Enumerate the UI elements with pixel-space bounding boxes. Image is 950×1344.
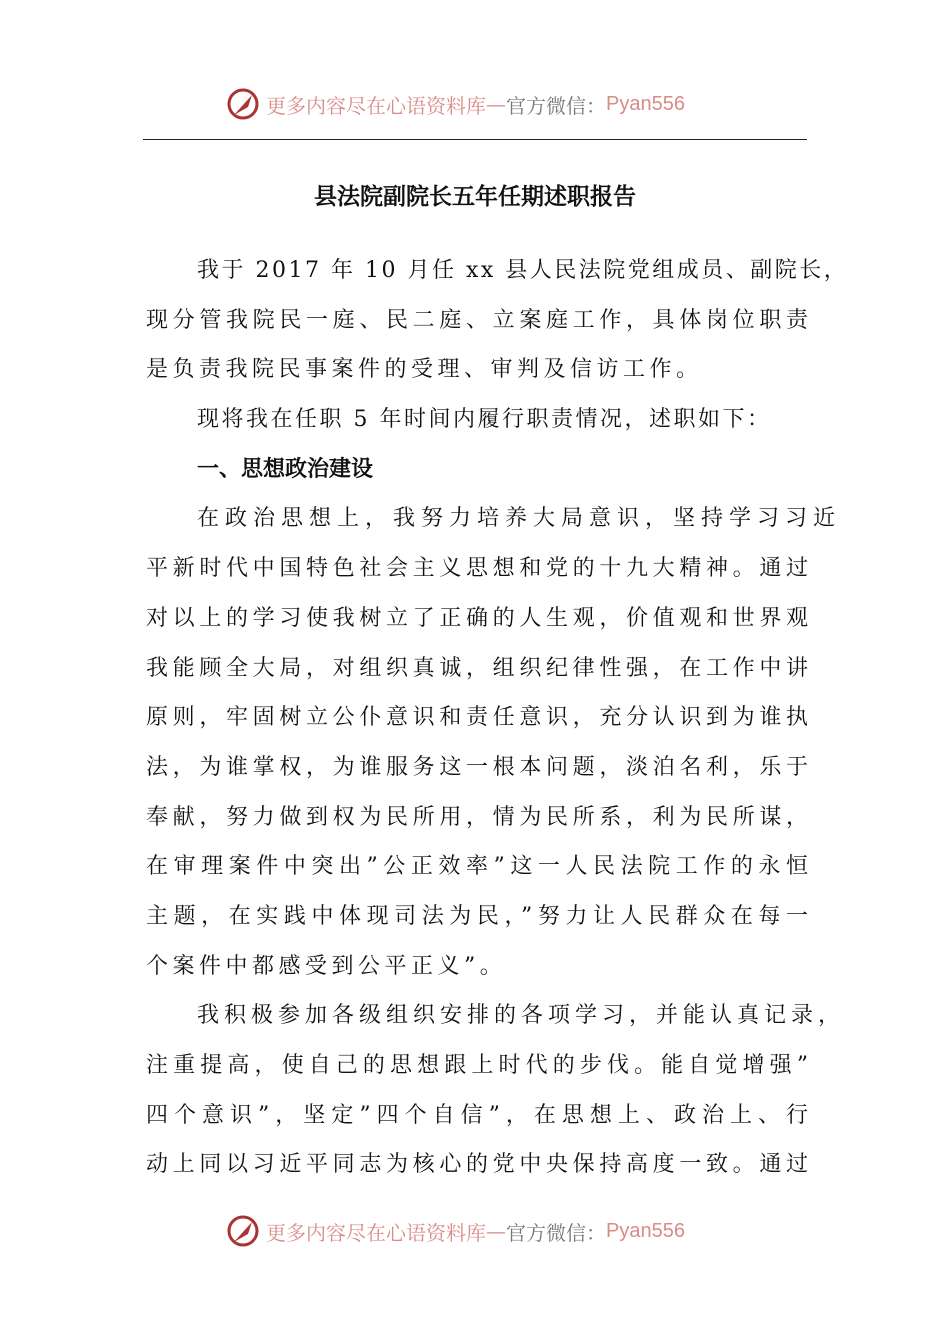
wechat-id: Pyan556	[606, 1219, 685, 1242]
header-divider	[143, 139, 807, 140]
banner-text: 更多内容尽在心语资料库	[266, 93, 486, 118]
paragraph-line: 我于 2017 年 10 月任 xx 县人民法院党组成员、副院长，	[197, 258, 849, 283]
paragraph-line: 原则，牢固树立公仆意识和责任意识，充分认识到为谁执	[146, 705, 808, 731]
paragraph-line: 四个意识”，坚定”四个自信”，在思想上、政治上、行	[146, 1102, 808, 1128]
paragraph-line: 我积极参加各级组织安排的各项学习，并能认真记录，	[197, 1003, 846, 1029]
wechat-label: 官方微信：	[506, 93, 606, 118]
section-heading: 一、思想政治建设	[197, 456, 374, 482]
pen-logo-icon	[226, 1214, 260, 1248]
paragraph-line: 在政治思想上，我努力培养大局意识，坚持学习习近	[197, 506, 842, 532]
paragraph-line: 在审理案件中突出”公正效率”这一人民法院工作的永恒	[146, 854, 808, 880]
paragraph-line: 平新时代中国特色社会主义思想和党的十九大精神。通过	[146, 556, 808, 582]
document-title: 县法院副院长五年任期述职报告	[314, 183, 636, 210]
document-body	[146, 253, 849, 1197]
paragraph-line: 现分管我院民一庭、民二庭、立案庭工作，具体岗位职责	[146, 307, 808, 333]
pen-logo-icon	[226, 87, 260, 121]
footer-banner	[226, 1211, 726, 1251]
banner-separator: —	[486, 1219, 506, 1243]
paragraph-line: 是负责我院民事案件的受理、审判及信访工作。	[146, 357, 703, 383]
banner-separator: —	[486, 92, 506, 116]
wechat-id: Pyan556	[606, 92, 685, 115]
paragraph-line: 法，为谁掌权，为谁服务这一根本问题，淡泊名利，乐于	[146, 754, 808, 780]
wechat-label: 官方微信：	[506, 1220, 606, 1245]
paragraph-line: 注重提高，使自己的思想跟上时代的步伐。能自觉增强”	[146, 1053, 808, 1078]
paragraph-line: 现将我在任职 5 年时间内履行职责情况，述职如下：	[197, 407, 772, 433]
paragraph-line: 奉献，努力做到权为民所用，情为民所系，利为民所谋，	[146, 804, 808, 830]
paragraph-line: 动上同以习近平同志为核心的党中央保持高度一致。通过	[146, 1152, 808, 1178]
header-banner	[226, 84, 726, 124]
paragraph-line: 我能顾全大局，对组织真诚，组织纪律性强，在工作中讲	[146, 655, 808, 681]
paragraph-line: 主题，在实践中体现司法为民，”努力让人民群众在每一	[146, 903, 808, 929]
banner-text: 更多内容尽在心语资料库	[266, 1220, 486, 1245]
paragraph-line: 对以上的学习使我树立了正确的人生观，价值观和世界观	[146, 605, 808, 631]
paragraph-line: 个案件中都感受到公平正义”。	[146, 953, 507, 979]
